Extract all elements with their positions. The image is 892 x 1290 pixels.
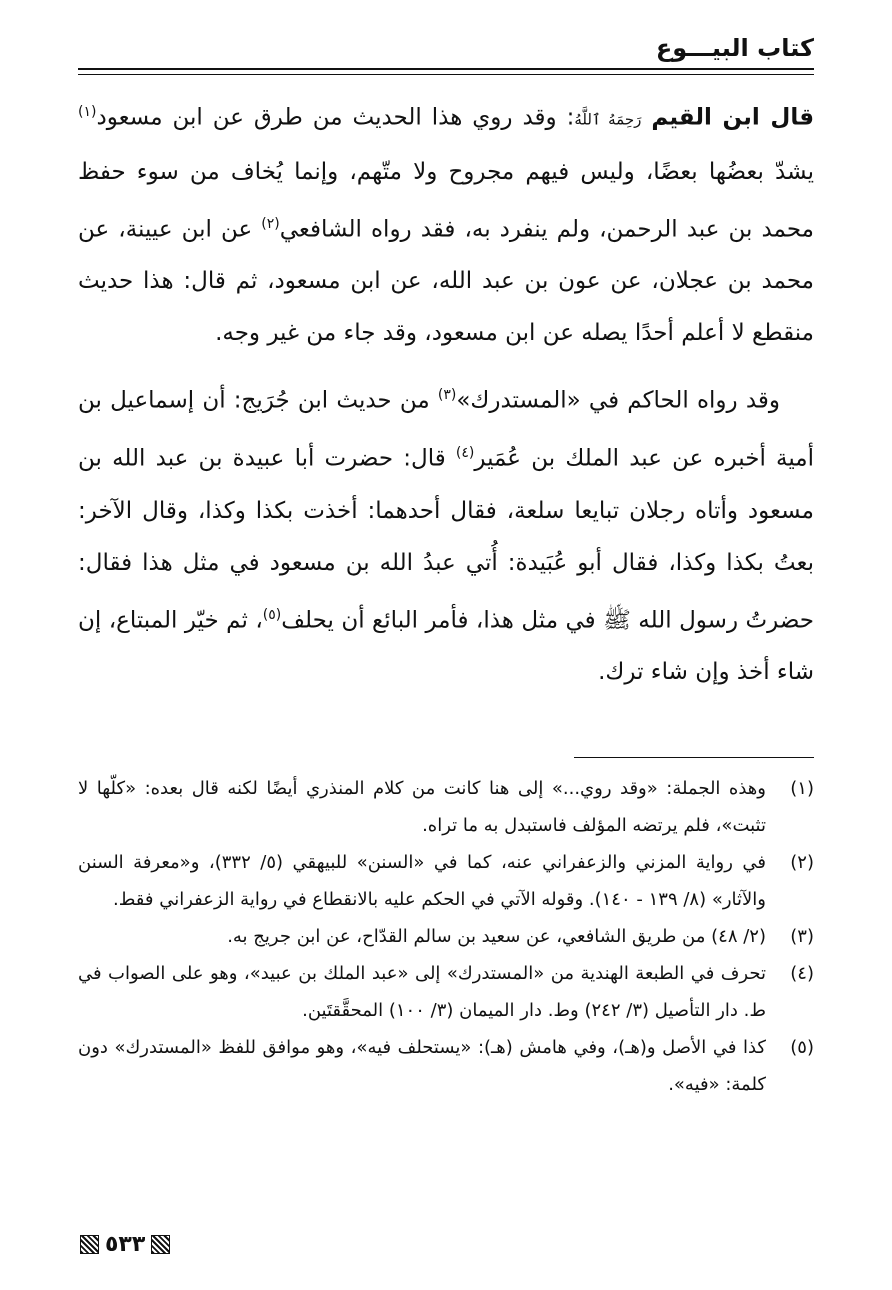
- footnote: [78, 1029, 814, 1103]
- lead-phrase: قال ابن القيم: [651, 104, 815, 131]
- footnote-number: (١): [790, 778, 814, 799]
- main-text: [78, 86, 814, 698]
- honorific-glyph: رَحِمَهُ ٱللَّهُ: [574, 110, 642, 129]
- footnote-text: كذا في الأصل و(هـ)، وفي هامش (هـ): «يستحلف فيه»، وهو موافق للفظ «المستدرك» دون كلمة: «فيه».: [78, 1037, 766, 1095]
- footnote-text: وهذه الجملة: «وقد روي...» إلى هنا كانت من كلام المنذري أيضًا لكنه قال بعده: «كلّها لا تثبت»، فلم يرتضه المؤلف فاستبدل به ما تراه.: [78, 778, 766, 836]
- footnote-number: (٢): [790, 852, 814, 873]
- p1-text-2: يشدّ بعضُها بعضًا، وليس فيهم مجروح ولا متّهم، وإنما يُخاف من سوء حفظ محمد بن عبد الرحمن، ولم ينفرد به، فقد رواه الشافعي: [78, 158, 815, 243]
- paragraph-1: [78, 86, 814, 359]
- p1-text-1: : وقد روي هذا الحديث من طرق عن ابن مسعود: [96, 104, 575, 131]
- p1-text-3: عن ابن عيينة، عن محمد بن عجلان، عن عون بن عبد الله، عن ابن مسعود، ثم قال: هذا حديث منقطع لا أعلم أحدًا يصله عن ابن مسعود، وقد جاء من غير وجه.: [78, 216, 814, 347]
- ornament-icon: [80, 1235, 99, 1254]
- footnote: [78, 770, 814, 844]
- header-rule-thick: [78, 68, 814, 70]
- paragraph-2: [78, 369, 814, 698]
- p2-text-1: وقد رواه الحاكم في «المستدرك»: [456, 387, 780, 414]
- footnote-marker-4: (٤): [455, 444, 475, 461]
- footnote-text: (٢/ ٤٨) من طريق الشافعي، عن سعيد بن سالم القدّاح، عن ابن جريج به.: [227, 926, 766, 947]
- page-number-block: [80, 1232, 170, 1257]
- footnote: [78, 844, 814, 918]
- footnote: [78, 918, 814, 955]
- footnote-number: (٣): [790, 926, 814, 947]
- header-rule-thin: [78, 74, 814, 75]
- footnote-text: تحرف في الطبعة الهندية من «المستدرك» إلى «عبد الملك بن عبيد»، وهو على الصواب في ط. دار التأصيل (٣/ ٢٤٢) وط. دار الميمان (٣/ ١٠٠) المحقَّقتَين.: [78, 963, 766, 1021]
- footnote-text: في رواية المزني والزعفراني عنه، كما في «السنن» للبيهقي (٥/ ٣٣٢)، و«معرفة السنن والآثار» (٨/ ١٣٩ - ١٤٠). وقوله الآتي في الحكم عليه بالانقطاع في رواية الزعفراني فقط.: [78, 852, 766, 910]
- footnote-marker-5: (٥): [262, 606, 282, 623]
- footnote-separator: [574, 757, 814, 758]
- footnote-marker-2: (٢): [261, 215, 280, 232]
- footnote-marker-3: (٣): [437, 387, 457, 404]
- p2-text-4: ، ثم خيّر المبتاع، إن شاء أخذ وإن شاء ترك.: [78, 607, 814, 686]
- footnote: [78, 955, 814, 1029]
- page-number: ٥٣٣: [105, 1232, 146, 1257]
- ornament-icon: [151, 1235, 170, 1254]
- running-header-title: كتاب البيـــوع: [655, 34, 814, 62]
- p2-text-3: قال: حضرت أبا عبيدة بن عبد الله بن مسعود وأتاه رجلان تبايعا سلعة، فقال أحدهما: أخذت بكذا وكذا، وقال الآخر: بعتُ بكذا وكذا، فقال أبو عُبَيدة: أُتي عبدُ الله بن مسعود في مثل هذا فقال: حضرتُ رسول الله ﷺ في مثل هذا، فأمر البائع أن يحلف: [78, 445, 814, 634]
- p2-text-2: من حديث ابن جُرَيج: أن إسماعيل بن أمية أخبره عن عبد الملك بن عُمَير: [78, 387, 814, 472]
- footnote-marker-1: (١): [78, 104, 97, 120]
- footnotes: [78, 770, 814, 1103]
- footnote-number: (٤): [790, 963, 814, 984]
- footnote-number: (٥): [790, 1037, 814, 1058]
